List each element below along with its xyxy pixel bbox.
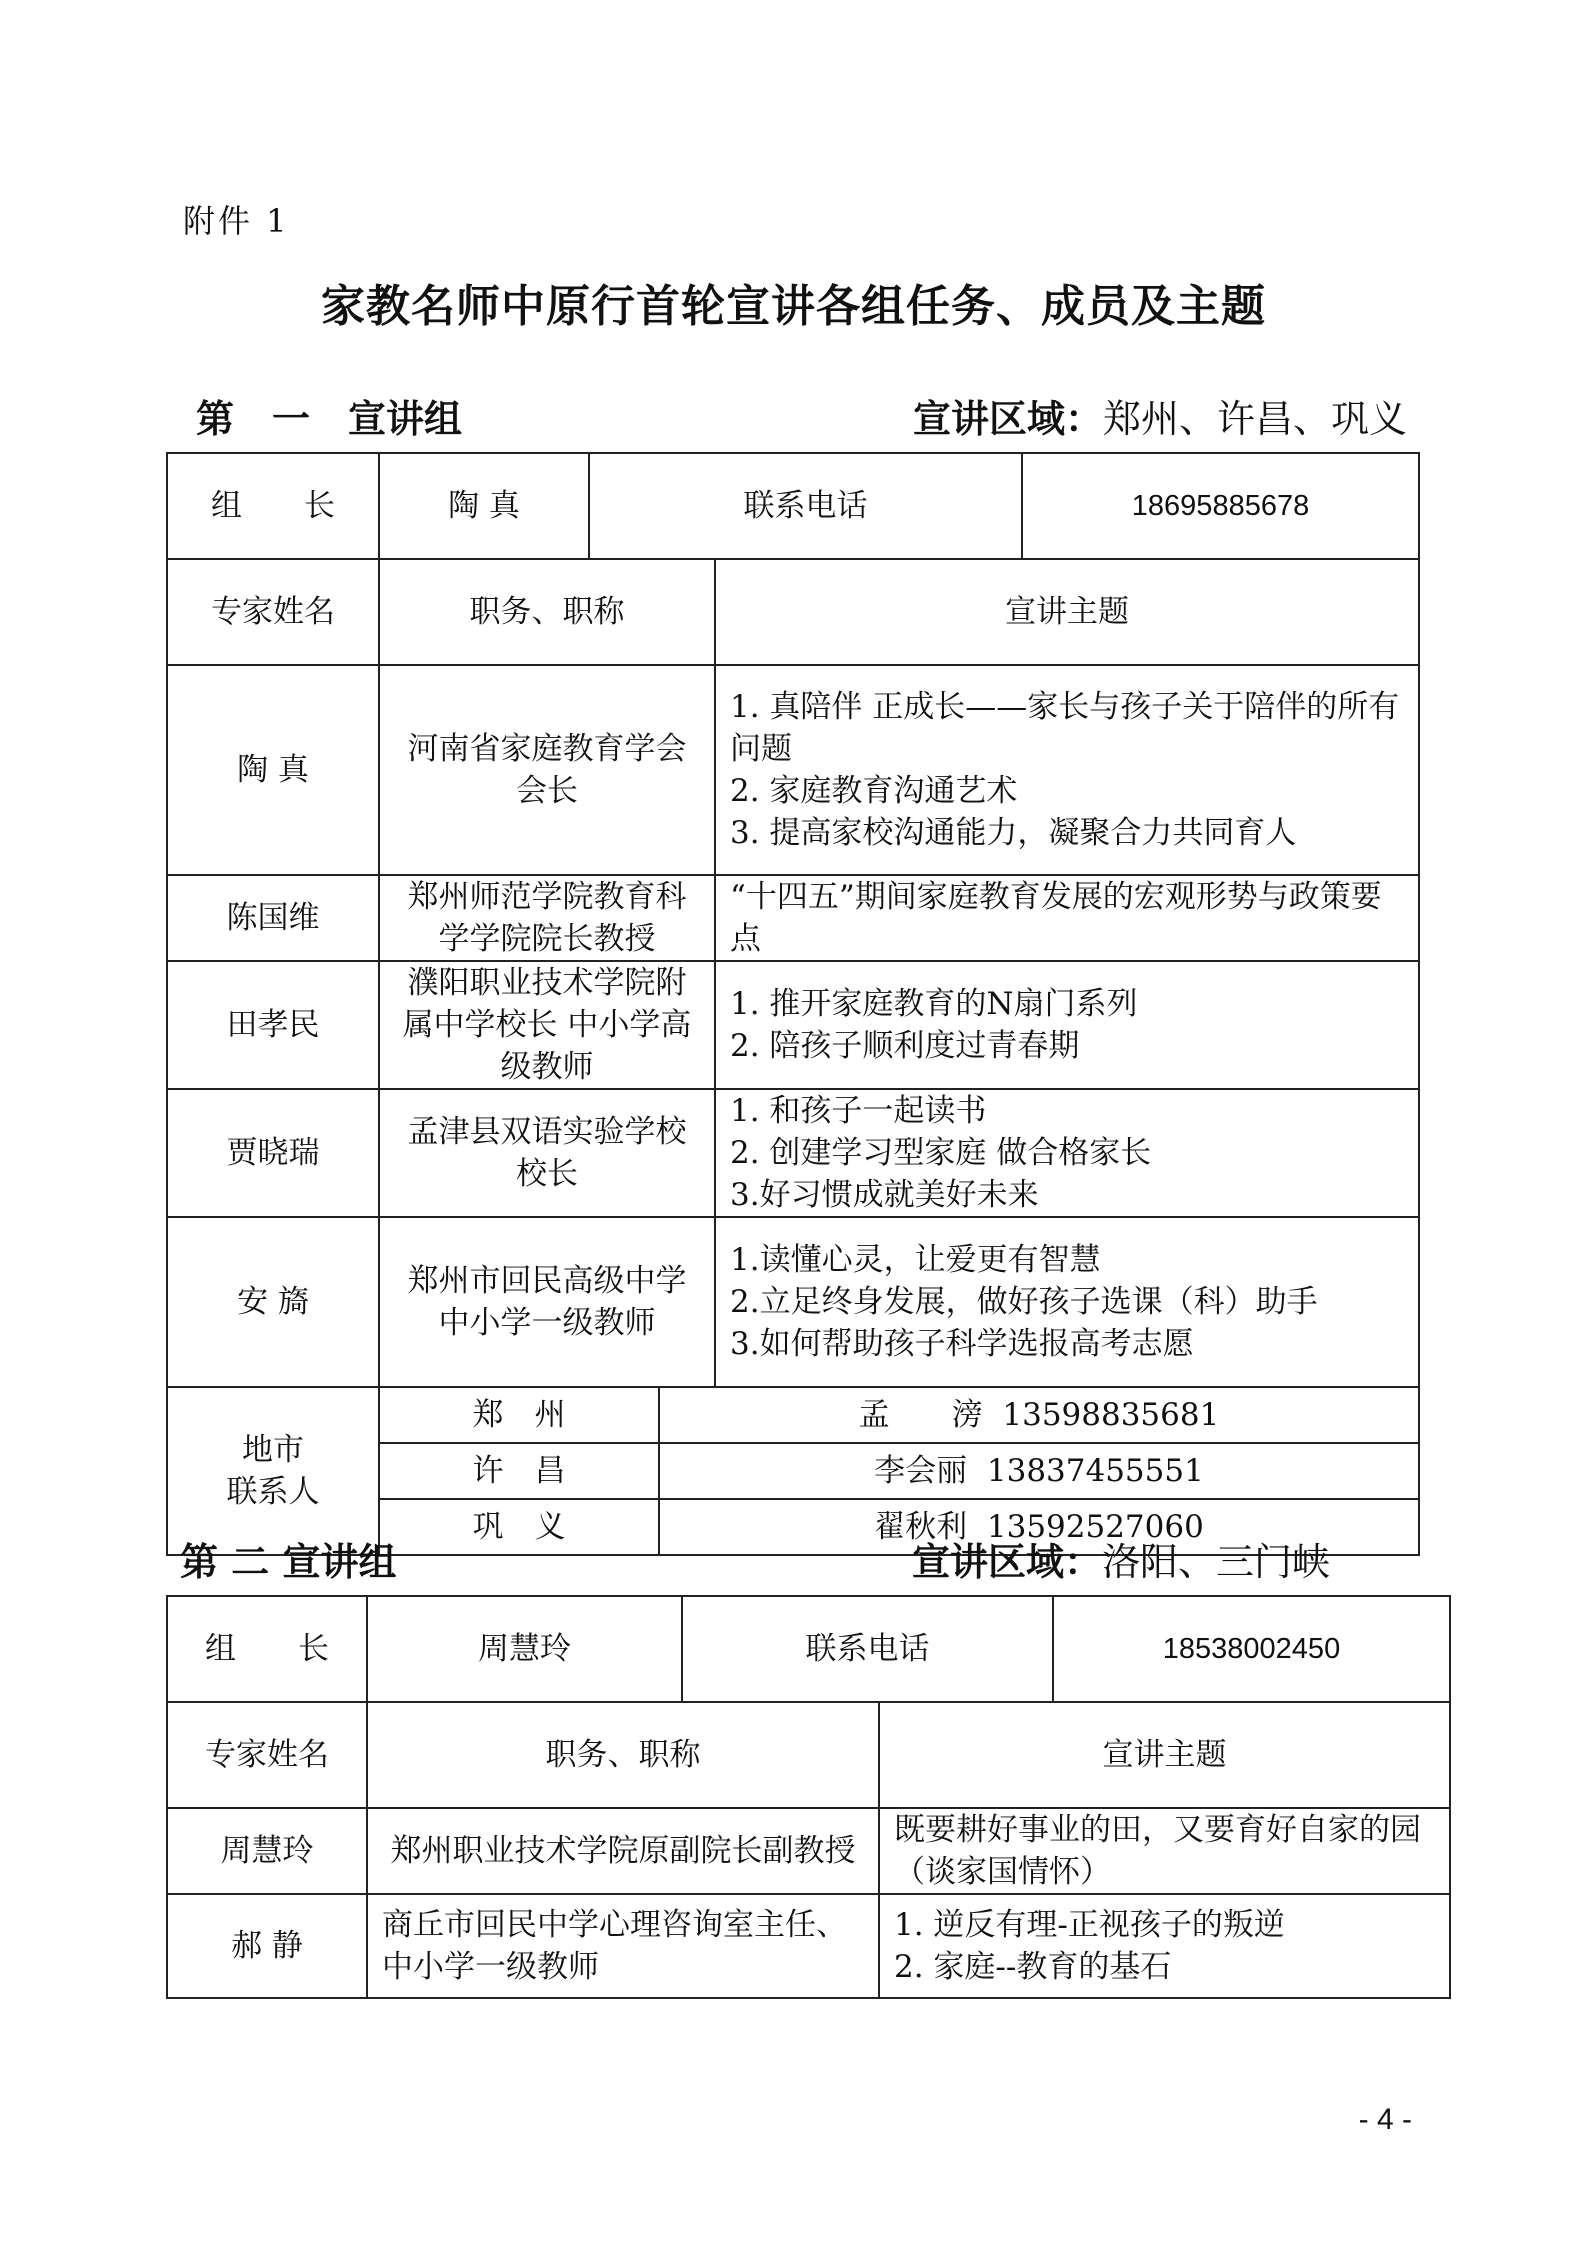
group1-table — [166, 452, 1420, 1556]
table-row — [167, 1894, 1450, 1998]
expert-title: 商丘市回民中学心理咨询室主任、中小学一级教师 — [367, 1894, 879, 1998]
contact-city: 郑 州 — [379, 1387, 659, 1443]
contact-person: 翟秋利 13592527060 — [659, 1499, 1419, 1555]
expert-name: 安 旖 — [167, 1217, 379, 1387]
contact-person: 李会丽 13837455551 — [659, 1443, 1419, 1499]
expert-title: 郑州市回民高级中学 中小学一级教师 — [379, 1217, 715, 1387]
page-number: - 4 - — [1358, 2103, 1412, 2136]
document-title: 家教名师中原行首轮宣讲各组任务、成员及主题 — [321, 281, 1266, 332]
table-row — [167, 1089, 1419, 1217]
expert-topics: 既要耕好事业的田，又要育好自家的园（谈家国情怀） — [879, 1808, 1450, 1894]
contact-row — [167, 1387, 1419, 1443]
expert-topics: 1. 逆反有理-正视孩子的叛逆 2. 家庭--教育的基石 — [879, 1894, 1450, 1998]
expert-name: 田孝民 — [167, 961, 379, 1089]
group2-phone-label: 联系电话 — [682, 1596, 1053, 1702]
group1-leader-name: 陶 真 — [379, 453, 589, 559]
group1-header-title: 职务、职称 — [379, 559, 715, 665]
group2-header-topic: 宣讲主题 — [879, 1702, 1450, 1808]
group2-name: 第 二 宣讲组 — [180, 1540, 397, 1584]
group1-phone: 18695885678 — [1022, 453, 1419, 559]
contact-person: 孟 滂 13598835681 — [659, 1387, 1419, 1443]
expert-topics: 1. 推开家庭教育的N扇门系列 2. 陪孩子顺利度过青春期 — [715, 961, 1419, 1089]
group1-leader-label: 组 长 — [167, 453, 379, 559]
group2-header-name: 专家姓名 — [167, 1702, 367, 1808]
expert-title: 河南省家庭教育学会 会长 — [379, 665, 715, 875]
attachment-label: 附件 1 — [183, 202, 290, 240]
table-row — [167, 961, 1419, 1089]
table-row — [167, 665, 1419, 875]
expert-name: 贾晓瑞 — [167, 1089, 379, 1217]
group1-header-topic: 宣讲主题 — [715, 559, 1419, 665]
group2-leader-label: 组 长 — [167, 1596, 367, 1702]
group2-area-value: 洛阳、三门峡 — [1102, 1540, 1331, 1584]
expert-name: 周慧玲 — [167, 1808, 367, 1894]
contacts-label: 地市 联系人 — [167, 1387, 379, 1555]
group2-area-label: 宣讲区域： — [912, 1540, 1103, 1584]
group2-header-title: 职务、职称 — [367, 1702, 879, 1808]
table-row — [167, 875, 1419, 961]
contact-city: 许 昌 — [379, 1443, 659, 1499]
group1-area — [913, 388, 1407, 443]
table-row — [167, 1808, 1450, 1894]
expert-topics: 1. 真陪伴 正成长——家长与孩子关于陪伴的所有问题 2. 家庭教育沟通艺术 3. 提高家校沟通能力，凝聚合力共同育人 — [715, 665, 1419, 875]
group2-area — [912, 1531, 1330, 1586]
expert-name: 陶 真 — [167, 665, 379, 875]
expert-name: 郝 静 — [167, 1894, 367, 1998]
expert-title: 孟津县双语实验学校 校长 — [379, 1089, 715, 1217]
expert-topics: 1.读懂心灵，让爱更有智慧 2.立足终身发展，做好孩子选课（科）助手 3.如何帮助孩子科学选报高考志愿 — [715, 1217, 1419, 1387]
group1-header-name: 专家姓名 — [167, 559, 379, 665]
group1-name: 第 一 宣讲组 — [196, 397, 463, 441]
table-row — [167, 1217, 1419, 1387]
expert-name: 陈国维 — [167, 875, 379, 961]
group2-table — [166, 1595, 1451, 1999]
expert-topics: 1. 和孩子一起读书 2. 创建学习型家庭 做合格家长 3.好习惯成就美好未来 — [715, 1089, 1419, 1217]
expert-title: 郑州职业技术学院原副院长副教授 — [367, 1808, 879, 1894]
group1-phone-label: 联系电话 — [589, 453, 1022, 559]
group1-area-label: 宣讲区域： — [913, 397, 1104, 441]
contact-city: 巩 义 — [379, 1499, 659, 1555]
expert-title: 郑州师范学院教育科学学院院长教授 — [379, 875, 715, 961]
group2-leader-name: 周慧玲 — [367, 1596, 682, 1702]
expert-title: 濮阳职业技术学院附属中学校长 中小学高级教师 — [379, 961, 715, 1089]
group2-phone: 18538002450 — [1053, 1596, 1450, 1702]
group1-area-value: 郑州、许昌、巩义 — [1103, 397, 1408, 441]
expert-topics: “十四五”期间家庭教育发展的宏观形势与政策要点 — [715, 875, 1419, 961]
